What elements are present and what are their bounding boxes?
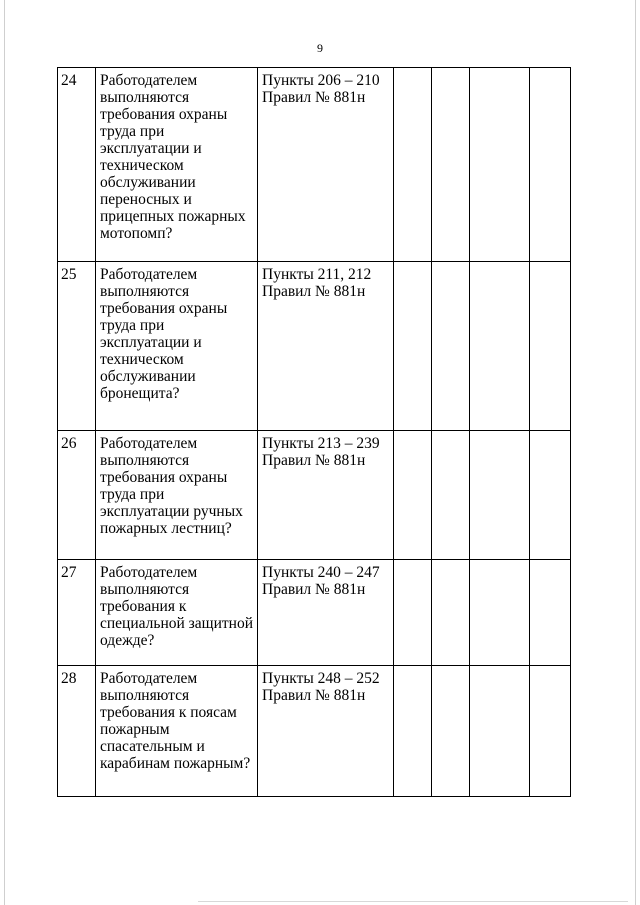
reference-points: Пункты 206 – 210 [262,72,380,89]
checklist-table [57,67,571,797]
reference-rules: Правил № 881н [262,89,366,106]
answer-no-cell [432,666,470,797]
question-text: Работодателем выполняются требования охраны труда при эксплуатации и техническом обслуживании переносных и прицепных пожарных мотопомп? [96,68,258,262]
answer-no-cell [432,431,470,560]
answer-not-applicable-cell [470,431,530,560]
answer-yes-cell [394,666,432,797]
answer-yes-cell [394,68,432,262]
answer-not-applicable-cell [470,68,530,262]
notes-cell [530,262,571,431]
reference-points: Пункты 248 – 252 [262,670,380,687]
scan-left-edge [4,0,5,905]
row-number: 25 [58,262,96,431]
row-number: 26 [58,431,96,560]
reference-points: Пункты 213 – 239 [262,435,380,452]
row-number: 24 [58,68,96,262]
answer-no-cell [432,262,470,431]
question-text: Работодателем выполняются требования охраны труда при эксплуатации и техническом обслуживании бронещита? [96,262,258,431]
row-number: 28 [58,666,96,797]
table-row [58,262,571,431]
reference-rules: Правил № 881н [262,452,366,469]
reference-points: Пункты 240 – 247 [262,564,380,581]
question-text: Работодателем выполняются требования к специальной защитной одежде? [96,560,258,666]
table-row [58,560,571,666]
answer-no-cell [432,68,470,262]
answer-not-applicable-cell [470,560,530,666]
question-text: Работодателем выполняются требования к поясам пожарным спасательным и карабинам пожарным? [96,666,258,797]
notes-cell [530,666,571,797]
notes-cell [530,68,571,262]
table-row [58,68,571,262]
table-row [58,666,571,797]
requirement-reference [258,666,394,797]
answer-yes-cell [394,262,432,431]
reference-rules: Правил № 881н [262,581,366,598]
answer-no-cell [432,560,470,666]
table-row [58,431,571,560]
answer-not-applicable-cell [470,666,530,797]
requirement-reference [258,68,394,262]
page-number: 9 [317,41,323,55]
scan-right-edge [635,0,636,905]
notes-cell [530,560,571,666]
reference-rules: Правил № 881н [262,687,366,704]
scan-bottom-edge [198,901,628,902]
requirement-reference [258,560,394,666]
requirement-reference [258,431,394,560]
answer-yes-cell [394,431,432,560]
row-number: 27 [58,560,96,666]
requirement-reference [258,262,394,431]
answer-yes-cell [394,560,432,666]
reference-points: Пункты 211, 212 [262,266,372,283]
notes-cell [530,431,571,560]
reference-rules: Правил № 881н [262,283,366,300]
answer-not-applicable-cell [470,262,530,431]
question-text: Работодателем выполняются требования охраны труда при эксплуатации ручных пожарных лестниц? [96,431,258,560]
